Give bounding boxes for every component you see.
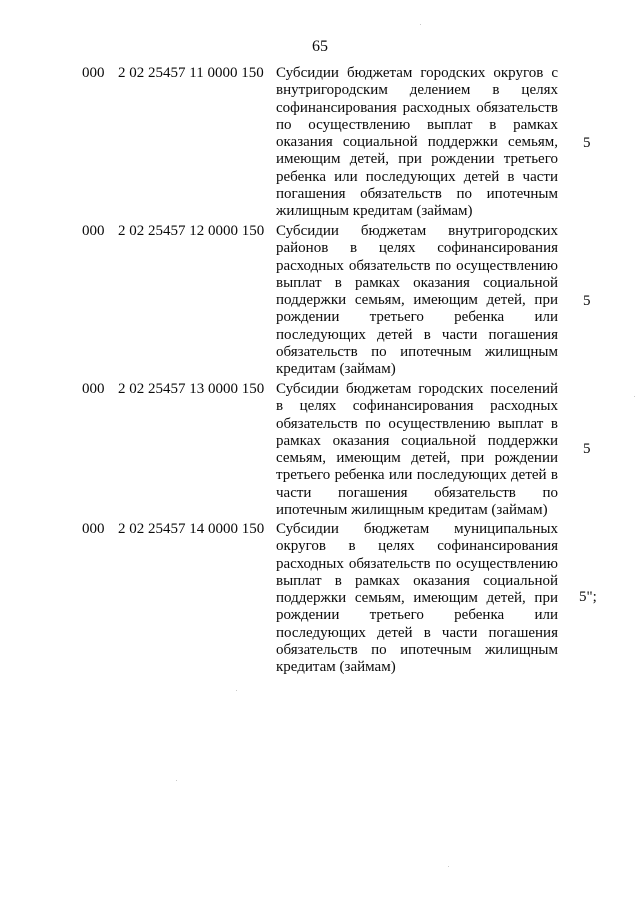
admin-code: 000 (82, 223, 105, 239)
budget-classification-code: 2 02 25457 11 0000 150 (118, 65, 264, 81)
table-row (0, 223, 640, 381)
admin-code: 000 (82, 381, 105, 397)
revenue-description: Субсидии бюджетам внутригородских районов в целях софинансирования расходных обязательств по осуществлению выплат в рамках оказания социальной поддержки семьям, имеющим детей, при рождении третьего ребенка или последующих детей в части погашения обязательств по ипотечным жилищным кредитам (займам) (276, 223, 558, 378)
budget-classification-code: 2 02 25457 14 0000 150 (118, 521, 265, 537)
scan-speck (634, 396, 635, 397)
revenue-description: Субсидии бюджетам городских округов с внутригородским делением в целях софинансирования расходных обязательств по осуществлению выплат в рамках оказания социальной поддержки семьям, имеющим детей, при рождении третьего ребенка или последующих детей в части погашения обязательств по ипотечным жилищным кредитам (займам) (276, 65, 558, 220)
standard-percent: 5 (583, 441, 591, 457)
table-row (0, 65, 640, 223)
scan-speck (176, 780, 177, 781)
revenue-description: Субсидии бюджетам муниципальных округов в целях софинансирования расходных обязательств по осуществлению выплат в рамках оказания социальной поддержки семьям, имеющим детей, при рождении третьего ребенка или последующих детей в части погашения обязательств по ипотечным жилищным кредитам (займам) (276, 521, 558, 676)
table-row (0, 521, 640, 681)
budget-classification-code: 2 02 25457 13 0000 150 (118, 381, 265, 397)
standard-percent: 5 (583, 135, 591, 151)
standard-percent: 5"; (579, 589, 597, 605)
admin-code: 000 (82, 65, 105, 81)
revenue-description: Субсидии бюджетам городских поселений в целях софинансирования расходных обязательств по осуществлению выплат в рамках оказания социальной поддержки семьям, имеющим детей, при рождении третьего ребенка или последующих детей в части погашения обязательств по ипотечным жилищным кредитам (займам) (276, 381, 558, 519)
page-number: 65 (312, 38, 328, 55)
budget-classification-code: 2 02 25457 12 0000 150 (118, 223, 265, 239)
table-row (0, 381, 640, 521)
admin-code: 000 (82, 521, 105, 537)
scan-speck (236, 690, 237, 691)
scan-speck (448, 866, 449, 867)
scan-speck (420, 24, 421, 25)
standard-percent: 5 (583, 293, 591, 309)
